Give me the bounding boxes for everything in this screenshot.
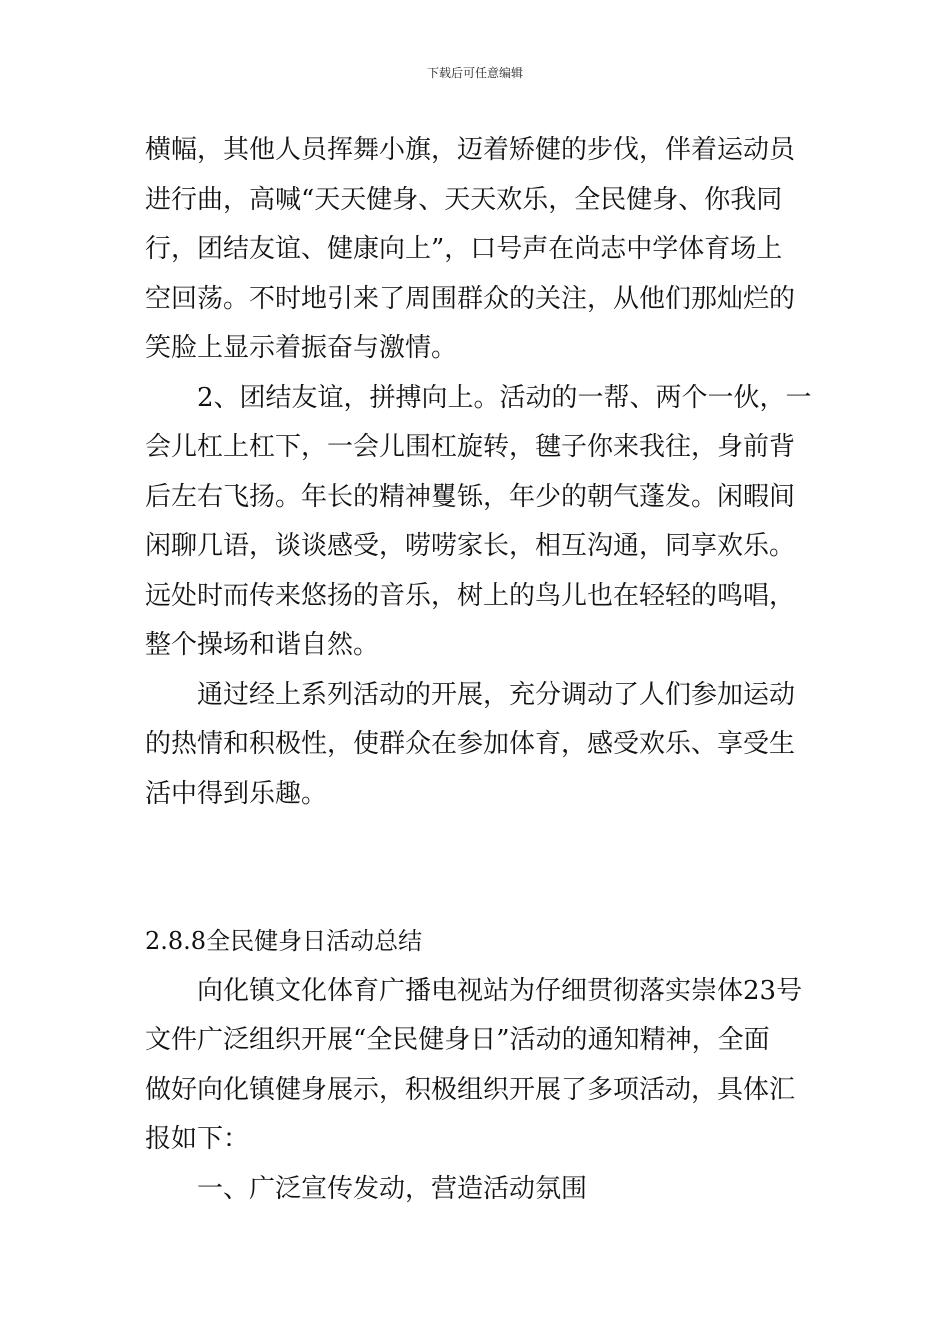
text-line: 活中得到乐趣。 — [145, 778, 328, 809]
section-gap — [145, 819, 810, 917]
text-line: 进行曲，高喊“天天健身、天天欢乐，全民健身、你我同 — [145, 184, 783, 215]
text-line: 的热情和积极性，使群众在参加体育，感受欢乐、享受生 — [145, 729, 796, 759]
paragraph-4 — [145, 967, 810, 1165]
text-line: 笑脸上显示着振奋与激情。 — [145, 333, 458, 363]
text-line: 闲聊几语，谈谈感受，唠唠家长，相互沟通，同享欢乐。 — [145, 531, 796, 561]
text-line: 空回荡。不时地引来了周围群众的关注，从他们那灿烂的 — [145, 283, 796, 314]
subheading: 一、广泛宣传发动，营造活动氛围 — [197, 1173, 588, 1204]
page-header-note: 下载后可任意编辑 — [426, 66, 523, 80]
paragraph-3 — [145, 671, 810, 820]
document-body — [145, 126, 810, 1214]
text-line: 通过经上系列活动的开展，充分调动了人们参加运动 — [197, 679, 796, 710]
text-line: 做好向化镇健身展示，积极组织开展了多项活动，具体汇 — [145, 1074, 796, 1105]
text-line: 向化镇文化体育广播电视站为仔细贯彻落实崇体23号 — [197, 975, 803, 1006]
text-line: 会儿杠上杠下，一会儿围杠旋转，毽子你来我往，身前背 — [145, 432, 796, 462]
paragraph-2 — [145, 374, 810, 671]
text-line: 2、团结友谊，拼搏向上。活动的一帮、两个一伙，一 — [197, 382, 812, 413]
text-line: 后左右飞扬。年长的精神矍铄，年少的朝气蓬发。闲暇间 — [145, 481, 796, 512]
text-line: 行，团结友谊、健康向上”，口号声在尚志中学体育场上 — [145, 234, 783, 264]
text-line: 报如下： — [145, 1124, 250, 1154]
text-line: 文件广泛组织开展“全民健身日”活动的通知精神，全面 — [145, 1025, 770, 1055]
section-heading: 2.8.8全民健身日活动总结 — [145, 927, 423, 955]
text-line: 整个操场和谐自然。 — [145, 630, 380, 660]
text-line: 横幅，其他人员挥舞小旗，迈着矫健的步伐，伴着运动员 — [145, 135, 796, 165]
text-line: 远处时而传来悠扬的音乐，树上的鸟儿也在轻轻的鸣唱， — [145, 580, 796, 611]
paragraph-1 — [145, 126, 810, 374]
